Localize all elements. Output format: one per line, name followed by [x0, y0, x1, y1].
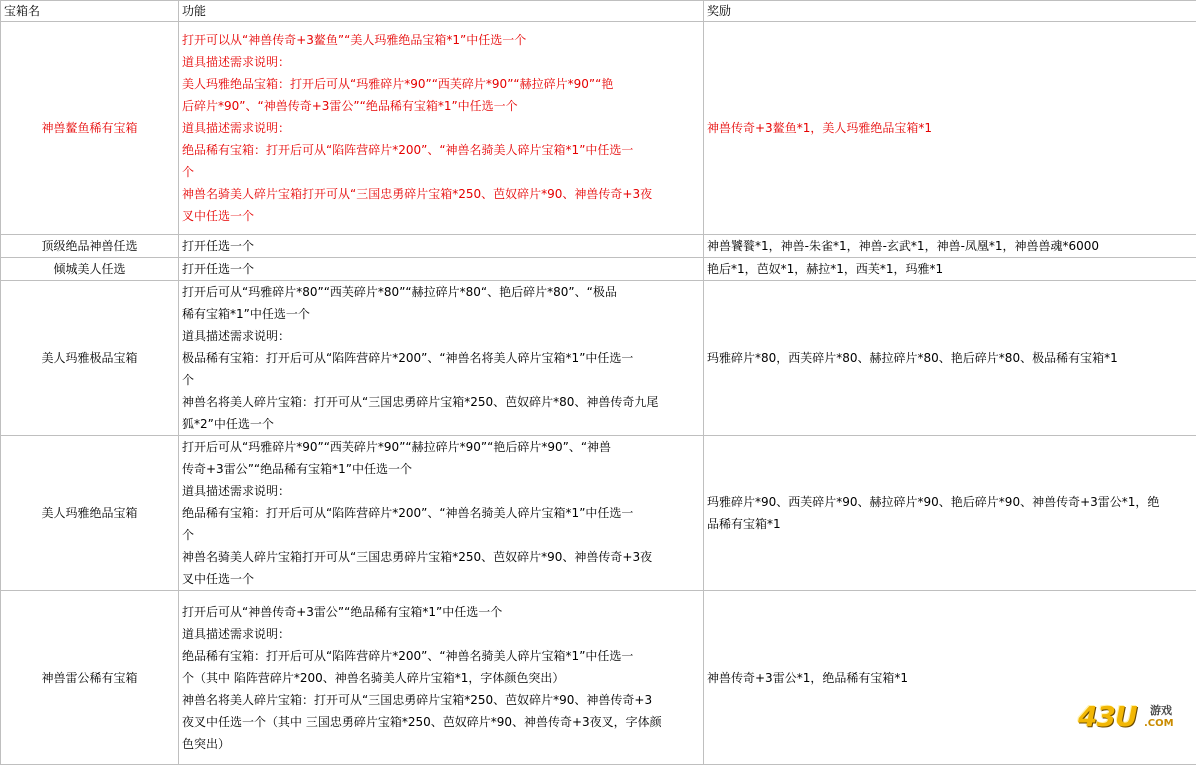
function-line: 打开任选一个: [182, 235, 700, 257]
reward-line: 神兽饕餮*1，神兽-朱雀*1，神兽-玄武*1，神兽-凤凰*1，神兽兽魂*6000: [707, 235, 1193, 257]
header-function: 功能: [179, 1, 704, 22]
table-row: [1, 436, 1196, 591]
function-line: 叉中任选一个: [182, 205, 700, 227]
function-cell: [179, 22, 704, 235]
function-cell: [179, 281, 704, 436]
function-line: 打开任选一个: [182, 258, 700, 280]
reward-cell: [704, 22, 1196, 235]
site-watermark-logo: [1078, 702, 1186, 736]
function-line: 极品稀有宝箱：打开后可从“陷阵营碎片*200”、“神兽名将美人碎片宝箱*1”中任选一: [182, 347, 700, 369]
function-line: 道具描述需求说明：: [182, 117, 700, 139]
function-line: 神兽名骑美人碎片宝箱打开可从“三国忠勇碎片宝箱*250、芭奴碎片*90、神兽传奇+3夜: [182, 183, 700, 205]
table-row: [1, 591, 1196, 765]
box-name-cell: 顶级绝品神兽任选: [1, 235, 179, 258]
reward-cell: [704, 281, 1196, 436]
function-line: 道具描述需求说明：: [182, 623, 700, 645]
function-line: 神兽名将美人碎片宝箱：打开可从“三国忠勇碎片宝箱*250、芭奴碎片*80、神兽传奇九尾: [182, 391, 700, 413]
function-line: 个: [182, 369, 700, 391]
function-line: 绝品稀有宝箱：打开后可从“陷阵营碎片*200”、“神兽名骑美人碎片宝箱*1”中任选一: [182, 502, 700, 524]
function-cell: [179, 258, 704, 281]
box-name-cell: 美人玛雅极品宝箱: [1, 281, 179, 436]
function-line: 后碎片*90”、“神兽传奇+3雷公”“绝品稀有宝箱*1”中任选一个: [182, 95, 700, 117]
function-line: 打开后可从“玛雅碎片*80”“西芙碎片*80”“赫拉碎片*80“、艳后碎片*80”、“极品: [182, 281, 700, 303]
function-line: 叉中任选一个: [182, 568, 700, 590]
function-line: 绝品稀有宝箱：打开后可从“陷阵营碎片*200”、“神兽名骑美人碎片宝箱*1”中任选一: [182, 645, 700, 667]
watermark-logo-domain: .COM: [1144, 718, 1174, 729]
function-cell: [179, 591, 704, 765]
function-line: 个（其中 陷阵营碎片*200、神兽名骑美人碎片宝箱*1，字体颜色突出）: [182, 667, 700, 689]
function-line: 狐*2”中任选一个: [182, 413, 700, 435]
function-line: 道具描述需求说明：: [182, 51, 700, 73]
box-name-cell: 神兽鳌鱼稀有宝箱: [1, 22, 179, 235]
table-row: [1, 281, 1196, 436]
function-line: 打开可以从“神兽传奇+3鳌鱼”“美人玛雅绝品宝箱*1”中任选一个: [182, 29, 700, 51]
reward-line: 品稀有宝箱*1: [707, 513, 1193, 535]
box-name-cell: 神兽雷公稀有宝箱: [1, 591, 179, 765]
box-name-cell: 美人玛雅绝品宝箱: [1, 436, 179, 591]
function-line: 神兽名将美人碎片宝箱：打开可从“三国忠勇碎片宝箱*250、芭奴碎片*90、神兽传奇+3: [182, 689, 700, 711]
header-reward: 奖励: [704, 1, 1196, 22]
watermark-logo-text: 游戏: [1150, 702, 1172, 718]
reward-line: 玛雅碎片*80，西芙碎片*80、赫拉碎片*80、艳后碎片*80、极品稀有宝箱*1: [707, 347, 1193, 369]
watermark-logo-mark: 43U: [1078, 700, 1137, 733]
function-line: 色突出）: [182, 733, 700, 755]
table-row: [1, 22, 1196, 235]
table-row: [1, 258, 1196, 281]
reward-cell: [704, 591, 1196, 765]
function-cell: [179, 436, 704, 591]
function-line: 打开后可从“神兽传奇+3雷公”“绝品稀有宝箱*1”中任选一个: [182, 601, 700, 623]
function-line: 打开后可从“玛雅碎片*90”“西芙碎片*90”“赫拉碎片*90”“艳后碎片*90”、“神兽: [182, 436, 700, 458]
function-line: 绝品稀有宝箱：打开后可从“陷阵营碎片*200”、“神兽名骑美人碎片宝箱*1”中任选一: [182, 139, 700, 161]
reward-line: 艳后*1，芭奴*1，赫拉*1，西芙*1，玛雅*1: [707, 258, 1193, 280]
function-line: 夜叉中任选一个（其中 三国忠勇碎片宝箱*250、芭奴碎片*90、神兽传奇+3夜叉，字体颜: [182, 711, 700, 733]
reward-line: 玛雅碎片*90、西芙碎片*90、赫拉碎片*90、艳后碎片*90、神兽传奇+3雷公*1，绝: [707, 491, 1193, 513]
table-body: [1, 22, 1196, 765]
reward-line: 神兽传奇+3雷公*1，绝品稀有宝箱*1: [707, 667, 1193, 689]
table-header-row: [1, 1, 1196, 22]
function-line: 个: [182, 524, 700, 546]
reward-cell: [704, 258, 1196, 281]
reward-cell: [704, 436, 1196, 591]
function-line: 传奇+3雷公”“绝品稀有宝箱*1”中任选一个: [182, 458, 700, 480]
box-name-cell: 倾城美人任选: [1, 258, 179, 281]
function-line: 美人玛雅绝品宝箱：打开后可从“玛雅碎片*90”“西芙碎片*90”“赫拉碎片*90”“艳: [182, 73, 700, 95]
header-box-name: 宝箱名: [1, 1, 179, 22]
function-cell: [179, 235, 704, 258]
function-line: 神兽名骑美人碎片宝箱打开可从“三国忠勇碎片宝箱*250、芭奴碎片*90、神兽传奇+3夜: [182, 546, 700, 568]
function-line: 道具描述需求说明：: [182, 325, 700, 347]
function-line: 道具描述需求说明：: [182, 480, 700, 502]
function-line: 稀有宝箱*1”中任选一个: [182, 303, 700, 325]
reward-line: 神兽传奇+3鳌鱼*1，美人玛雅绝品宝箱*1: [707, 117, 1193, 139]
function-line: 个: [182, 161, 700, 183]
reward-cell: [704, 235, 1196, 258]
table-row: [1, 235, 1196, 258]
